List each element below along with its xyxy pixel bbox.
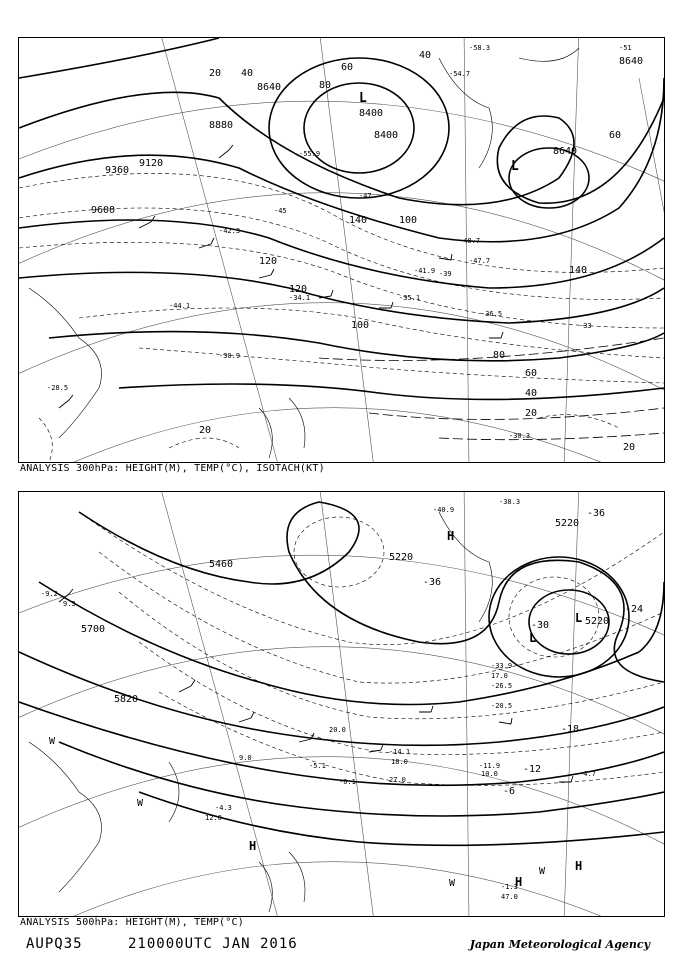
temp-label: -44.1 [169, 302, 191, 310]
station-value: 27.0 [389, 776, 406, 784]
low-center: L [511, 159, 519, 174]
low-center: L [575, 611, 583, 625]
graticule-300 [19, 38, 664, 462]
temp-label: -1.3 [501, 883, 518, 891]
warm-center: W [539, 866, 546, 877]
temp-label: -39 [439, 270, 452, 278]
isotach-label: 40 [241, 68, 254, 79]
temp-label: -36.5 [481, 310, 503, 318]
height-label: 8640 [619, 56, 644, 67]
isotach-label: 100 [351, 320, 370, 331]
height-label: 5460 [209, 559, 234, 570]
analysis-300hpa-panel [18, 37, 665, 463]
temp-label: -54.7 [449, 70, 471, 78]
temp-label: -26.5 [491, 682, 513, 690]
station-value: 47.0 [501, 893, 518, 901]
isotach-label: 80 [319, 80, 332, 91]
temp-label: -6.1 [339, 778, 356, 786]
height-labels-500 [81, 518, 609, 705]
isotach-label: 60 [609, 130, 622, 141]
temperature-labels-500 [423, 508, 643, 797]
temp-label: -14.1 [389, 748, 411, 756]
temp-label: -11.9 [479, 762, 501, 770]
height-label: 9600 [91, 205, 116, 216]
chart-identifier: AUPQ35 [26, 936, 83, 952]
temp-label: -55.9 [299, 150, 321, 158]
isotach-label: 40 [525, 388, 538, 399]
station-value: 9.0 [239, 754, 252, 762]
temp-label: -33.9 [491, 662, 513, 670]
temp-label: -28.5 [47, 384, 69, 392]
station-value: 10.0 [481, 770, 498, 778]
temp-label: -35.1 [399, 294, 421, 302]
isotach-label: 20 [623, 442, 636, 453]
height-label: 8400 [374, 130, 399, 141]
coastline-300 [29, 48, 579, 458]
height-label: 8640 [257, 82, 282, 93]
analysis-500hpa-panel [18, 491, 665, 917]
height-label: 9360 [105, 165, 130, 176]
height-label: 5220 [389, 552, 414, 563]
warm-center: W [449, 878, 456, 889]
low-center: L [359, 91, 367, 106]
temp-label: -4.7 [579, 770, 596, 778]
caption-300hpa: ANALYSIS 300hPa: HEIGHT(M), TEMP(°C), ISOTACH(KT) [20, 463, 325, 474]
temp-label: -5.1 [309, 762, 326, 770]
temp-label: -58.3 [469, 44, 491, 52]
temp-label: -47 [359, 192, 372, 200]
isotach-label: 20 [209, 68, 222, 79]
temp-label: -9.2 [41, 590, 58, 598]
temp-label: -30.3 [509, 432, 531, 440]
height-label: 9120 [139, 158, 164, 169]
temp-label: -24 [625, 604, 644, 615]
height-label: 5700 [81, 624, 106, 635]
isotach-label: 120 [289, 284, 308, 295]
isotach-labels-300 [199, 50, 635, 453]
height-label: 8400 [359, 108, 384, 119]
station-value: 9.3 [63, 600, 76, 608]
high-center: H [575, 859, 583, 873]
height-label: 5820 [114, 694, 139, 705]
temp-label: -30 [531, 620, 550, 631]
isotach-label: 40 [419, 50, 432, 61]
temp-label: -38.3 [499, 498, 521, 506]
isotachs-300 [319, 338, 664, 440]
height-label: 8640 [553, 146, 578, 157]
station-value: 17.0 [491, 672, 508, 680]
temp-label: -12 [523, 764, 542, 775]
height-label: 5220 [585, 616, 610, 627]
height-label: 8880 [209, 120, 234, 131]
isotach-label: 80 [493, 350, 506, 361]
agency-credit: Japan Meteorological Agency [469, 938, 650, 951]
temp-label: -6 [503, 786, 516, 797]
height-contours-500 [19, 502, 664, 845]
wind-barbs-300 [59, 145, 506, 408]
isotach-label: 60 [341, 62, 354, 73]
temp-label: -20.5 [491, 702, 513, 710]
warm-center: W [49, 736, 56, 747]
high-center: H [249, 839, 257, 853]
temp-label: -48.7 [459, 237, 481, 245]
isotach-label: 140 [349, 215, 368, 226]
low-center: L [529, 631, 537, 645]
temp-label: -36 [587, 508, 606, 519]
temp-label: -41.9 [414, 267, 436, 275]
temp-label: -42.3 [219, 227, 241, 235]
height-label: 5220 [555, 518, 580, 529]
temp-label: -4.3 [215, 804, 232, 812]
height-contours-300 [19, 38, 664, 399]
temp-label: -40.9 [433, 506, 455, 514]
temp-label: -45 [274, 207, 287, 215]
isotach-label: 100 [399, 215, 418, 226]
station-value: 20.0 [329, 726, 346, 734]
caption-500hpa: ANALYSIS 500hPa: HEIGHT(M), TEMP(°C) [20, 917, 244, 928]
temp-label: -34.1 [289, 294, 311, 302]
valid-time: 210000UTC JAN 2016 [128, 936, 298, 952]
high-center: H [447, 529, 455, 543]
map-300hpa [19, 38, 664, 462]
isotach-label: 60 [525, 368, 538, 379]
temp-label: -47.7 [469, 257, 491, 265]
warm-center: W [137, 798, 144, 809]
temp-label: -18 [561, 724, 580, 735]
isotach-label: 20 [525, 408, 538, 419]
isotach-label: 140 [569, 265, 588, 276]
map-500hpa [19, 492, 664, 916]
isotach-label: 20 [199, 425, 212, 436]
isotach-label: 120 [259, 256, 278, 267]
high-center: H [515, 875, 523, 889]
temp-label: -30.9 [219, 352, 241, 360]
station-value: 18.0 [391, 758, 408, 766]
temp-label: -36 [423, 577, 442, 588]
temp-label: -51 [619, 44, 632, 52]
temp-label: -33 [579, 322, 592, 330]
station-value: 12.0 [205, 814, 222, 822]
warm-centers-500 [49, 736, 546, 889]
